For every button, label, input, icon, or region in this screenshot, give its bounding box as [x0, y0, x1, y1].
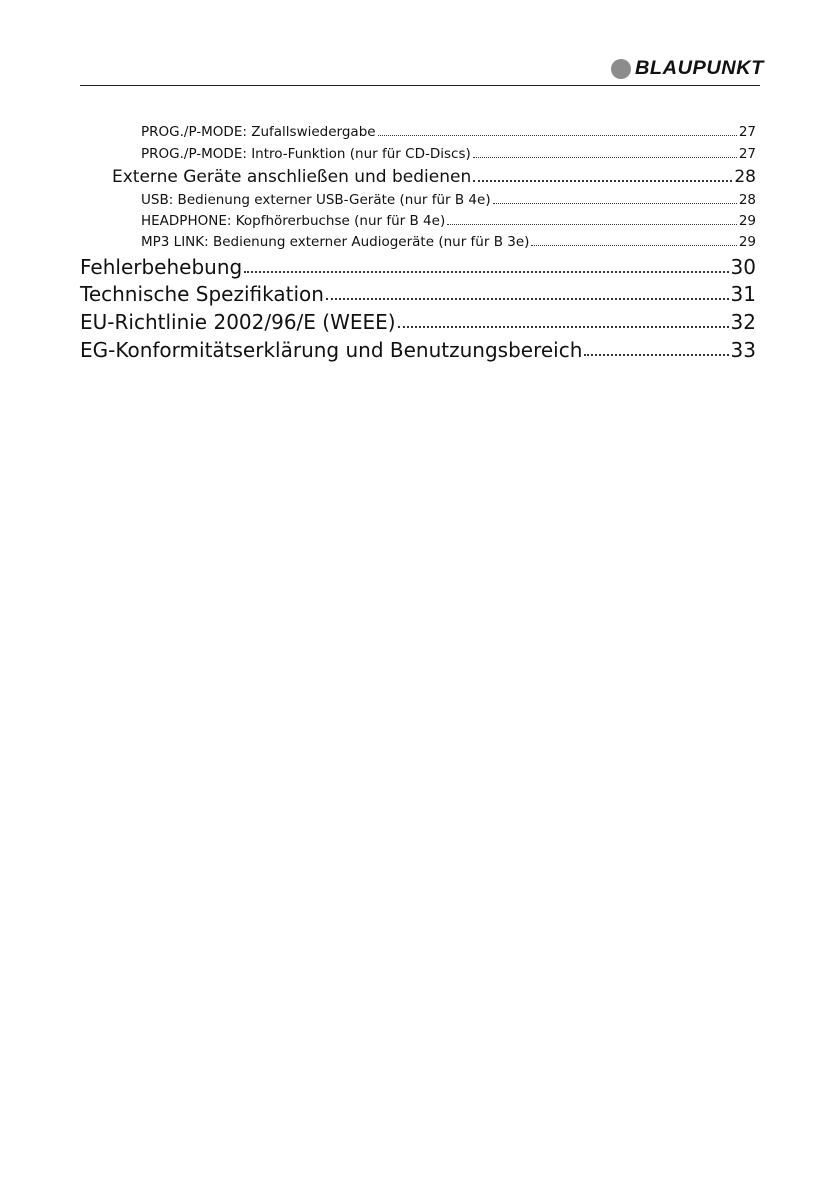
- toc-entry-title: PROG./P-MODE: Zufallswiedergabe: [141, 124, 376, 140]
- toc-entry[interactable]: [80, 310, 756, 334]
- toc-leader: [493, 203, 737, 204]
- page-header: [80, 56, 765, 87]
- brand-name: BLAUPUNKT: [635, 58, 765, 79]
- toc-entry-title: EG-Konformitätserklärung und Benutzungsbereich: [80, 338, 583, 362]
- toc-entry-title: Technische Spezifikation: [80, 282, 324, 306]
- toc-entry-title: EU-Richtlinie 2002/96/E (WEEE): [80, 310, 396, 334]
- toc-entry-page: 33: [730, 338, 756, 362]
- toc-entry[interactable]: [80, 282, 756, 306]
- toc-entry-page: 28: [738, 192, 756, 208]
- brand-logo: [611, 57, 765, 81]
- header-rule: [80, 85, 760, 86]
- toc-leader: [326, 298, 729, 300]
- toc-entry[interactable]: [141, 192, 756, 208]
- toc-entry-title: PROG./P-MODE: Intro-Funktion (nur für CD-Discs): [141, 146, 471, 162]
- toc-entry[interactable]: [141, 146, 756, 162]
- toc-leader: [378, 135, 737, 136]
- toc-entry-page: 31: [730, 282, 756, 306]
- toc-entry-page: 29: [738, 234, 756, 250]
- toc-entry-title: Fehlerbehebung: [80, 255, 243, 279]
- toc-entry[interactable]: [141, 124, 756, 140]
- toc-entry-page: 30: [730, 255, 756, 279]
- toc-entry-page: 27: [738, 124, 756, 140]
- toc-leader: [473, 180, 732, 182]
- brand-dot-icon: [611, 59, 631, 79]
- toc-entry-title: USB: Bedienung externer USB-Geräte (nur für B 4e): [141, 192, 491, 208]
- toc-entry-title: HEADPHONE: Kopfhörerbuchse (nur für B 4e): [141, 213, 446, 229]
- toc-entry-title: MP3 LINK: Bedienung externer Audiogeräte (nur für B 3e): [141, 234, 530, 250]
- toc-leader: [473, 157, 737, 158]
- toc-leader: [398, 326, 729, 328]
- toc-entry[interactable]: [80, 255, 756, 279]
- toc-entry-page: 27: [738, 146, 756, 162]
- toc-entry[interactable]: [141, 234, 756, 250]
- toc-leader: [584, 354, 728, 356]
- toc-leader: [244, 271, 728, 273]
- toc-entry[interactable]: [112, 167, 756, 187]
- toc-leader: [447, 224, 737, 225]
- toc-entry-title: Externe Geräte anschließen und bedienen: [112, 167, 472, 187]
- toc-entry-page: 29: [738, 213, 756, 229]
- toc-leader: [531, 245, 736, 246]
- toc-entry[interactable]: [80, 338, 756, 362]
- toc-entry-page: 32: [730, 310, 756, 334]
- toc-entry[interactable]: [141, 213, 756, 229]
- toc-entry-page: 28: [734, 167, 756, 187]
